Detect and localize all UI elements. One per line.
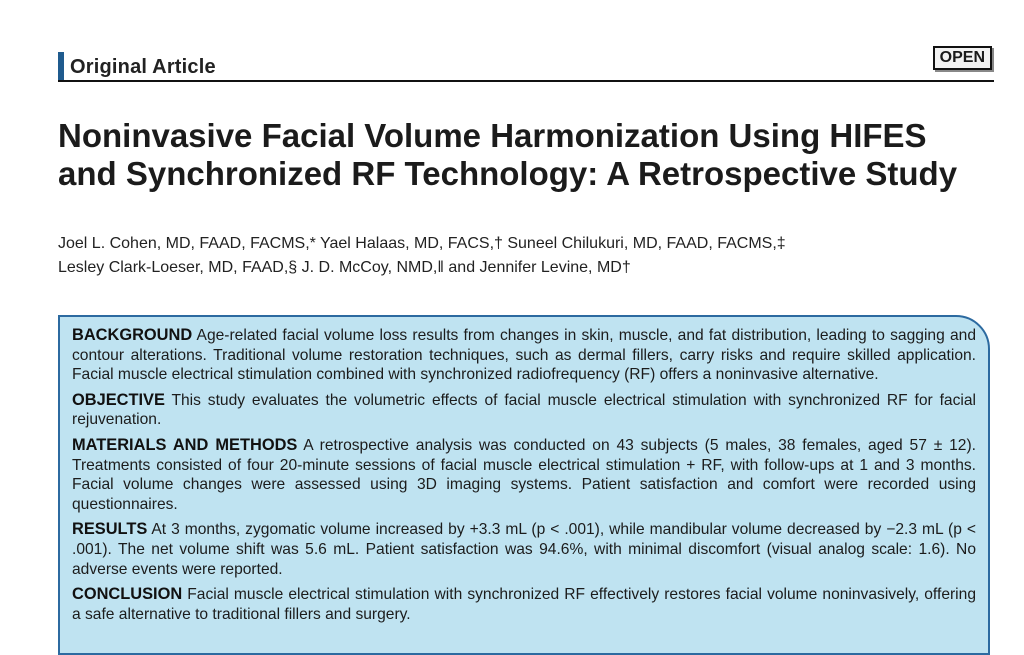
authors-line-1: Joel L. Cohen, MD, FAAD, FACMS,* Yael Halaas, MD, FACS,† Suneel Chilukuri, MD, FAAD, FACMS,‡ xyxy=(58,235,786,252)
abstract-methods xyxy=(72,436,976,514)
abstract-results xyxy=(72,520,976,579)
open-access-badge: OPEN xyxy=(933,46,992,70)
methods-heading: MATERIALS AND METHODS xyxy=(72,435,298,454)
objective-text: This study evaluates the volumetric effects of facial muscle electrical stimulation with synchronized RF for facial rejuvenation. xyxy=(72,391,976,429)
objective-heading: OBJECTIVE xyxy=(72,390,165,409)
abstract-background xyxy=(72,326,976,385)
authors-line-2: Lesley Clark-Loeser, MD, FAAD,§ J. D. McCoy, NMD,‖ and Jennifer Levine, MD† xyxy=(58,259,631,276)
background-text: Age-related facial volume loss results from changes in skin, muscle, and fat distribution, leading to sagging and contour alterations. Traditional volume restoration techniques, such as dermal fillers, carry risks and require skilled application. Facial muscle electrical stimulation combined with synchronized radiofrequency (RF) offers a noninvasive alternative. xyxy=(72,327,976,384)
methods-text: A retrospective analysis was conducted on 43 subjects (5 males, 38 females, aged 57 ± 12). Treatments consisted of four 20-minute sessions of facial muscle electrical stimulation + RF, with follow-ups at 1 and 3 months. Facial volume changes were assessed using 3D imaging systems. Patient satisfaction and comfort were recorded using questionnaires. xyxy=(72,436,976,513)
abstract-box xyxy=(58,315,990,655)
results-text: At 3 months, zygomatic volume increased by +3.3 mL (p < .001), while mandibular volume decreased by −2.3 mL (p < .001). The net volume shift was 5.6 mL. Patient satisfaction was 94.6%, with minimal discomfort (visual analog scale: 1.6). No adverse events were reported. xyxy=(72,521,976,578)
article-title: Noninvasive Facial Volume Harmonization Using HIFES and Synchronized RF Technology: A Retrospective Study xyxy=(58,117,958,192)
background-heading: BACKGROUND xyxy=(72,326,193,344)
results-heading: RESULTS xyxy=(72,520,148,539)
abstract-objective xyxy=(72,391,976,430)
conclusion-heading: CONCLUSION xyxy=(72,585,183,604)
conclusion-text: Facial muscle electrical stimulation with synchronized RF effectively restores facial volume noninvasively, offering a safe alternative to traditional fillers and surgery. xyxy=(72,586,976,623)
abstract-conclusion xyxy=(72,585,976,624)
section-header xyxy=(58,49,994,82)
author-list xyxy=(58,232,958,280)
section-accent-bar xyxy=(58,52,64,80)
section-label: Original Article xyxy=(70,56,216,78)
